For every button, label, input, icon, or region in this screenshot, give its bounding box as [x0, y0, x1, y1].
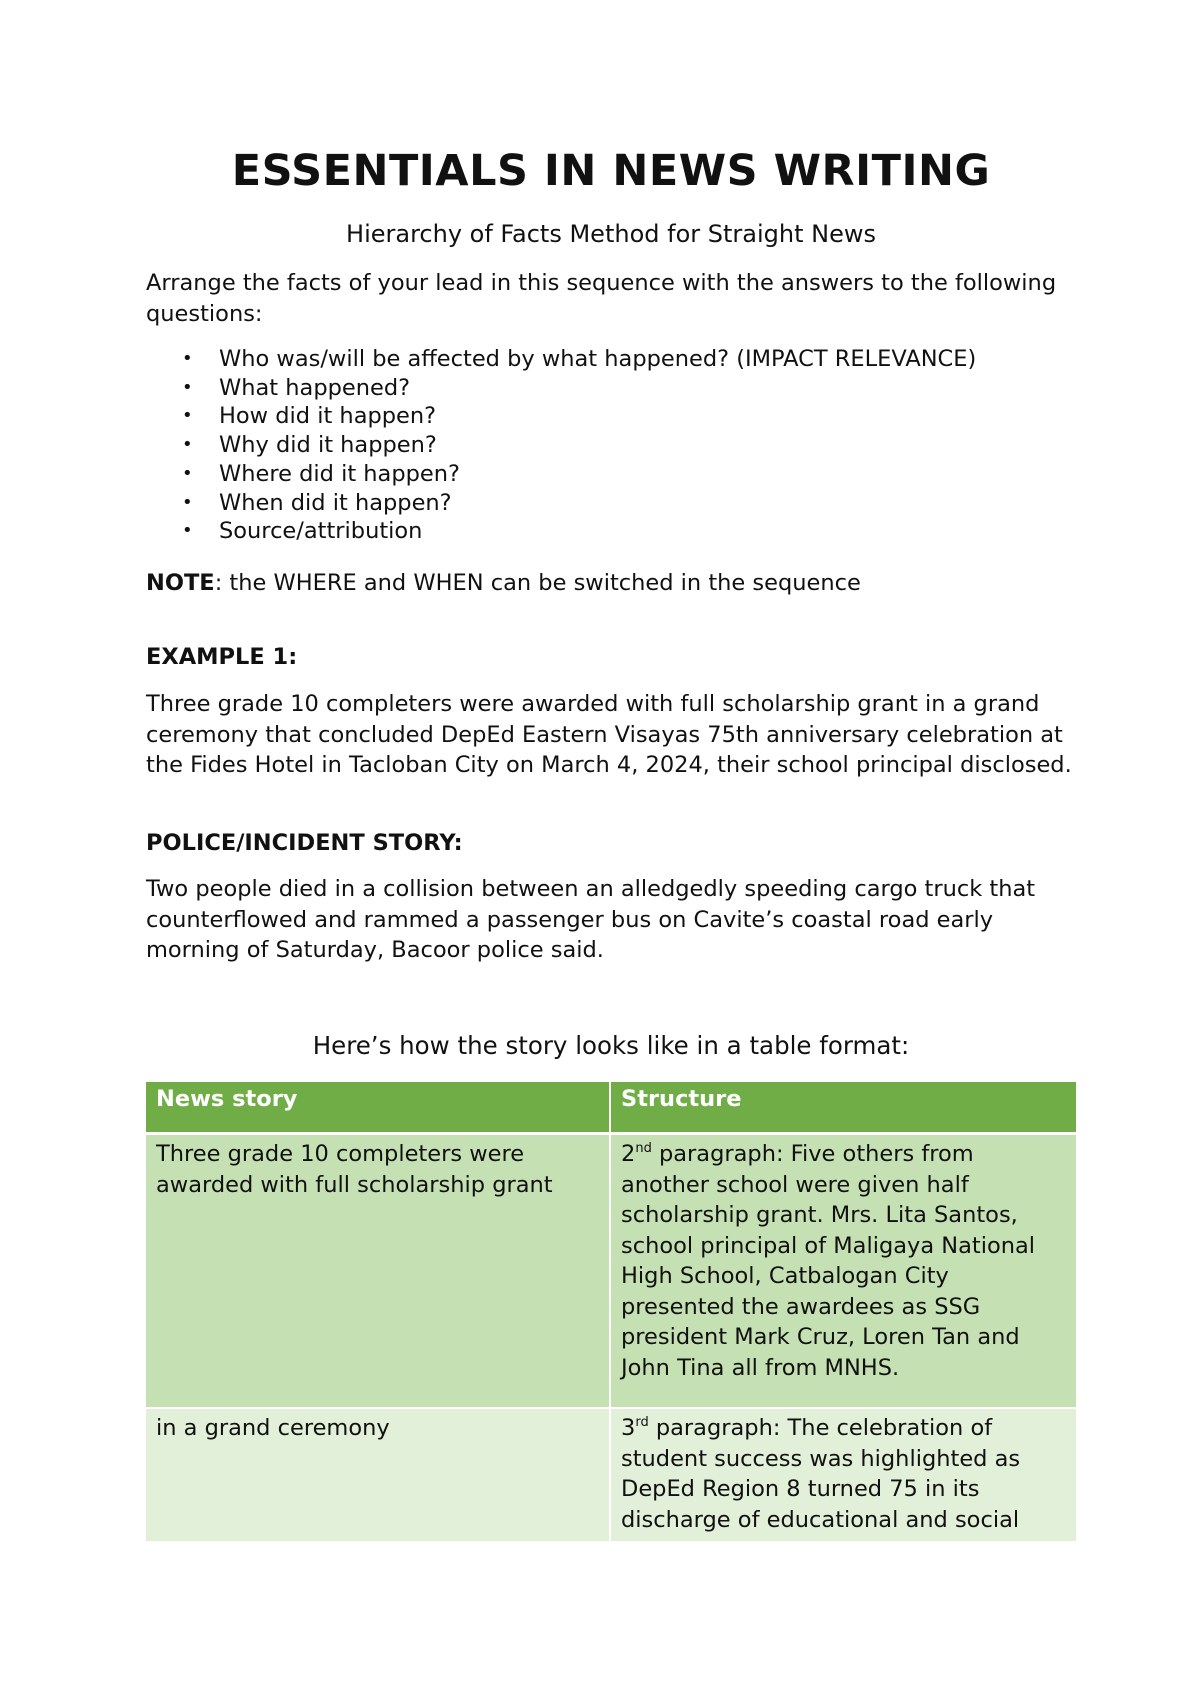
list-item: • When did it happen?	[182, 489, 452, 516]
table-header-row	[146, 1082, 1076, 1134]
list-item: • Why did it happen?	[182, 432, 437, 459]
police-paragraph: Two people died in a collision between an alledgedly speeding cargo truck that counterflowed and rammed a passenger bus on Cavite’s coastal road early morning of Saturday, Bacoor police said.	[146, 876, 1036, 963]
structure-cell: 3rd paragraph: The celebration of student success was highlighted as DepEd Region 8 turned 75 in its discharge of educational and social	[610, 1408, 1076, 1541]
structure-cell: 2nd paragraph: Five others from another school were given half scholarship grant. Mrs. Lita Santos, school principal of Maligaya National High School, Catbalogan City presented the awardees as SSG president Mark Cruz, Loren Tan and John Tina all from MNHS.	[610, 1134, 1076, 1409]
example-heading: EXAMPLE 1:	[146, 644, 298, 670]
document-title: ESSENTIALS IN NEWS WRITING	[231, 146, 991, 196]
table-row	[146, 1408, 1076, 1541]
table-caption: Here’s how the story looks like in a table format:	[312, 1031, 910, 1060]
list-item: • Who was/will be affected by what happened? (IMPACT RELEVANCE)	[182, 346, 977, 372]
bullet-icon: •	[182, 491, 193, 513]
bullet-icon: •	[182, 376, 193, 398]
note-paragraph	[146, 568, 1076, 599]
list-item: • Source/attribution	[182, 518, 423, 545]
bullet-icon: •	[182, 405, 193, 427]
table-row	[146, 1134, 1076, 1409]
list-item: • What happened?	[182, 374, 411, 401]
note-text: : the WHERE and WHEN can be switched in the sequence	[214, 570, 861, 596]
note-label: NOTE	[146, 570, 215, 596]
column-header-structure: Structure	[610, 1082, 1076, 1134]
question-list	[146, 345, 1076, 546]
news-structure-table	[146, 1082, 1076, 1541]
police-heading: POLICE/INCIDENT STORY:	[146, 830, 463, 856]
example-paragraph: Three grade 10 completers were awarded with full scholarship grant in a grand ceremony that concluded DepEd Eastern Visayas 75th anniversary celebration at the Fides Hotel in Tacloban City on March 4, 2024, their school principal disclosed.	[146, 691, 1072, 778]
intro-paragraph: Arrange the facts of your lead in this sequence with the answers to the following questions:	[146, 270, 1057, 327]
column-header-news-story: News story	[146, 1082, 610, 1134]
list-item: • How did it happen?	[182, 403, 437, 430]
bullet-icon: •	[182, 462, 193, 484]
bullet-icon: •	[182, 348, 193, 369]
list-item: • Where did it happen?	[182, 460, 460, 487]
bullet-icon: •	[182, 520, 193, 542]
news-story-cell: in a grand ceremony	[146, 1408, 610, 1541]
news-story-cell: Three grade 10 completers were awarded with full scholarship grant	[146, 1134, 610, 1409]
document-subtitle: Hierarchy of Facts Method for Straight News	[346, 220, 876, 248]
bullet-icon: •	[182, 434, 193, 456]
